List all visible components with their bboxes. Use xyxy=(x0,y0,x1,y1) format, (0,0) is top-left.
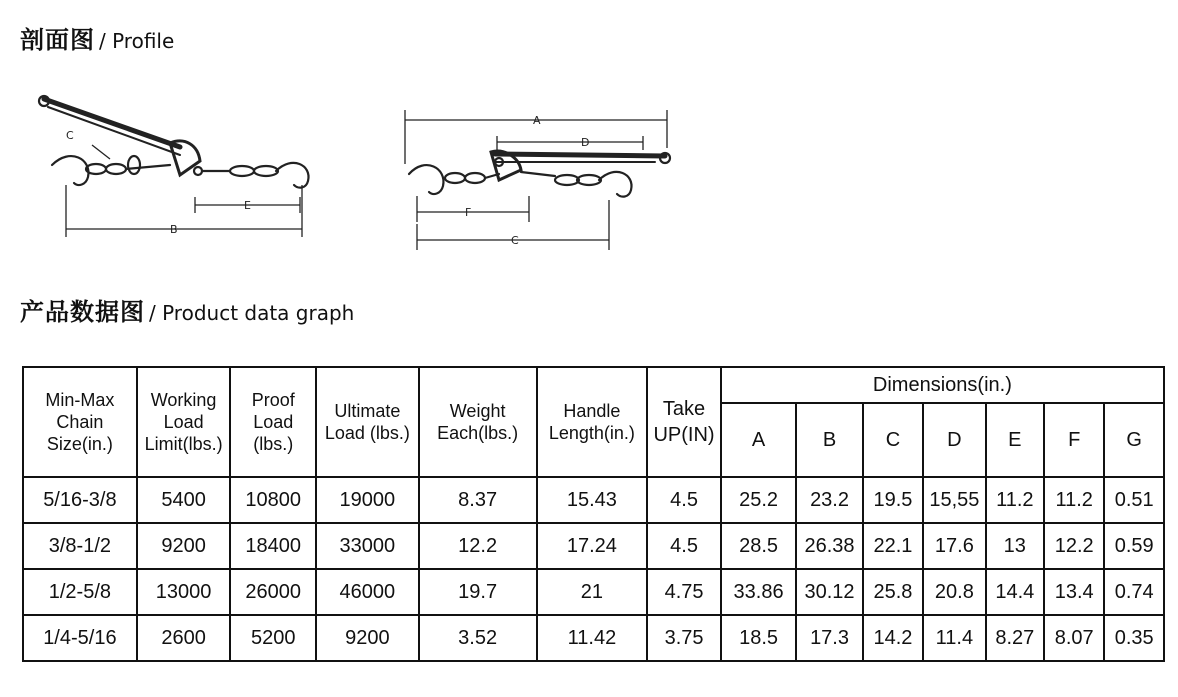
table-cell: 2600 xyxy=(137,615,231,661)
table-cell: 0.51 xyxy=(1104,477,1164,523)
table-cell: 14.4 xyxy=(986,569,1044,615)
table-cell: 3.75 xyxy=(647,615,721,661)
diagram-left-label-b: B xyxy=(170,223,178,236)
header-proof-load: Proof Load (lbs.) xyxy=(230,367,316,477)
diagram-left-label-c: C xyxy=(66,129,74,142)
table-cell: 13 xyxy=(986,523,1044,569)
product-data-table xyxy=(22,366,1165,662)
table-row xyxy=(23,477,1164,523)
table-cell: 33.86 xyxy=(721,569,797,615)
table-cell: 28.5 xyxy=(721,523,797,569)
table-cell: 9200 xyxy=(316,615,419,661)
table-cell: 13000 xyxy=(137,569,231,615)
table-cell: 19.7 xyxy=(419,569,537,615)
table-cell: 19000 xyxy=(316,477,419,523)
table-cell: 13.4 xyxy=(1044,569,1104,615)
table-cell: 22.1 xyxy=(863,523,923,569)
table-cell: 15,55 xyxy=(923,477,985,523)
header-chain-size: Min-Max Chain Size(in.) xyxy=(23,367,137,477)
diagram-right-label-a: A xyxy=(533,114,541,127)
table-cell: 1/2-5/8 xyxy=(23,569,137,615)
table-cell: 4.5 xyxy=(647,477,721,523)
header-dimensions: Dimensions(in.) xyxy=(721,367,1164,403)
table-body xyxy=(23,477,1164,661)
table-cell: 8.37 xyxy=(419,477,537,523)
table-cell: 33000 xyxy=(316,523,419,569)
header-dim-c: C xyxy=(863,403,923,477)
profile-heading-en: / Profile xyxy=(99,29,175,53)
table-cell: 17.3 xyxy=(796,615,862,661)
diagram-right-label-f: F xyxy=(465,206,472,219)
table-cell: 20.8 xyxy=(923,569,985,615)
table-row xyxy=(23,523,1164,569)
table-cell: 5/16-3/8 xyxy=(23,477,137,523)
load-binder-side-diagram xyxy=(30,85,320,245)
header-weight: Weight Each(lbs.) xyxy=(419,367,537,477)
header-dim-d: D xyxy=(923,403,985,477)
header-dim-b: B xyxy=(796,403,862,477)
table-cell: 26.38 xyxy=(796,523,862,569)
table-cell: 1/4-5/16 xyxy=(23,615,137,661)
table-cell: 11.2 xyxy=(986,477,1044,523)
header-dim-g: G xyxy=(1104,403,1164,477)
table-cell: 11.2 xyxy=(1044,477,1104,523)
diagram-left-label-e: E xyxy=(244,199,251,212)
header-take-up: Take UP(IN) xyxy=(647,367,721,477)
table-row xyxy=(23,615,1164,661)
table-cell: 25.2 xyxy=(721,477,797,523)
table-header-row xyxy=(23,367,1164,403)
header-dim-f: F xyxy=(1044,403,1104,477)
product-data-heading-en: / Product data graph xyxy=(149,301,355,325)
table-cell: 8.27 xyxy=(986,615,1044,661)
table-cell: 12.2 xyxy=(1044,523,1104,569)
table-cell: 18.5 xyxy=(721,615,797,661)
table-cell: 0.59 xyxy=(1104,523,1164,569)
table-cell: 3/8-1/2 xyxy=(23,523,137,569)
table-cell: 17.6 xyxy=(923,523,985,569)
table-cell: 14.2 xyxy=(863,615,923,661)
table-cell: 18400 xyxy=(230,523,316,569)
header-dim-a: A xyxy=(721,403,797,477)
table-cell: 21 xyxy=(537,569,648,615)
diagram-right-label-d: D xyxy=(581,136,590,149)
table-cell: 30.12 xyxy=(796,569,862,615)
load-binder-closed-diagram xyxy=(395,100,685,260)
table-cell: 3.52 xyxy=(419,615,537,661)
product-data-heading xyxy=(20,297,354,328)
table-cell: 11.42 xyxy=(537,615,648,661)
table-cell: 4.75 xyxy=(647,569,721,615)
table-cell: 0.74 xyxy=(1104,569,1164,615)
profile-heading-cn: 剖面图 xyxy=(20,26,95,54)
header-working-load-limit: Working Load Limit(lbs.) xyxy=(137,367,231,477)
table-cell: 15.43 xyxy=(537,477,648,523)
table-cell: 8.07 xyxy=(1044,615,1104,661)
table-cell: 46000 xyxy=(316,569,419,615)
table-cell: 19.5 xyxy=(863,477,923,523)
diagram-right-label-c: C xyxy=(511,234,519,247)
table-cell: 11.4 xyxy=(923,615,985,661)
header-handle-length: Handle Length(in.) xyxy=(537,367,648,477)
product-data-heading-cn: 产品数据图 xyxy=(20,298,145,326)
table-row xyxy=(23,569,1164,615)
profile-heading xyxy=(20,25,174,56)
table-cell: 26000 xyxy=(230,569,316,615)
table-cell: 5400 xyxy=(137,477,231,523)
table-cell: 0.35 xyxy=(1104,615,1164,661)
table-cell: 5200 xyxy=(230,615,316,661)
table-cell: 17.24 xyxy=(537,523,648,569)
header-dim-e: E xyxy=(986,403,1044,477)
table-cell: 4.5 xyxy=(647,523,721,569)
table-cell: 12.2 xyxy=(419,523,537,569)
table-cell: 25.8 xyxy=(863,569,923,615)
table-cell: 9200 xyxy=(137,523,231,569)
table-cell: 10800 xyxy=(230,477,316,523)
header-ultimate-load: Ultimate Load (lbs.) xyxy=(316,367,419,477)
table-cell: 23.2 xyxy=(796,477,862,523)
